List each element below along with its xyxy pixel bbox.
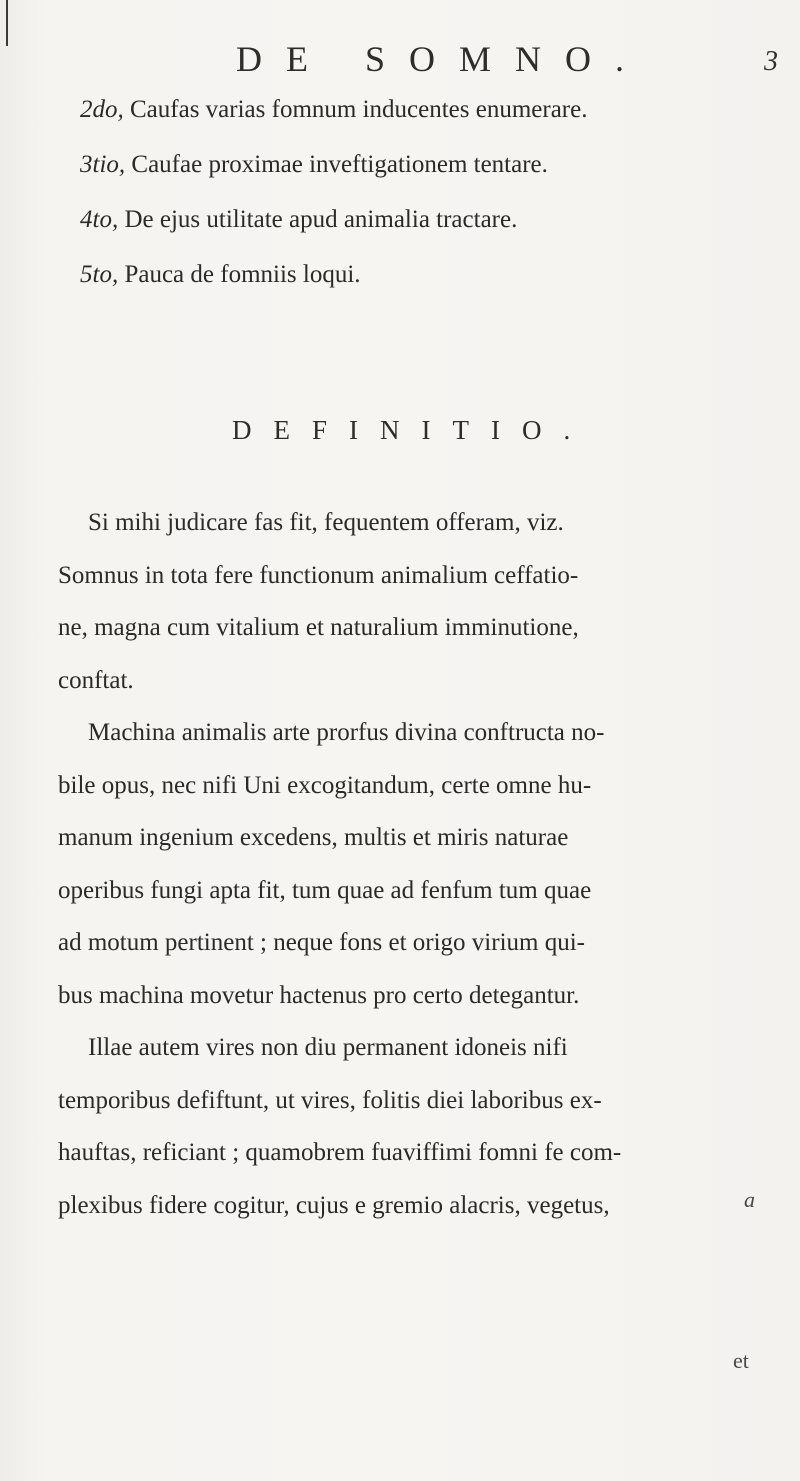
text-line: ne, magna cum vitalium et naturalium imminutione, (58, 614, 579, 641)
text-line: conftat. (58, 666, 134, 694)
item-ordinal: 2do, (80, 96, 124, 123)
text-line: Illae autem vires non diu permanent idoneis nifi (88, 1034, 568, 1061)
text-line: hauftas, reficiant ; quamobrem fuaviffimi fomni fe com- (58, 1139, 622, 1166)
section-heading: DEFINITIO. (232, 415, 593, 445)
text-line: operibus fungi apta fit, tum quae ad fenfum tum quae (58, 876, 592, 904)
item-text: De ejus utilitate apud animalia tractare. (118, 206, 518, 233)
item-text: Pauca de fomniis loqui. (118, 261, 361, 288)
item-text: Caufas varias fomnum inducentes enumerare. (123, 96, 588, 123)
item-ordinal: 3tio, (80, 151, 126, 178)
text-line: Somnus in tota fere functionum animalium ceffatio- (58, 561, 579, 589)
list-item (80, 247, 780, 302)
text-line: manum ingenium excedens, multis et miris naturae (58, 824, 569, 851)
item-ordinal: 4to, (80, 206, 119, 233)
catchword: et (733, 1348, 749, 1373)
list-item (80, 82, 780, 137)
list-item (80, 192, 780, 247)
text-line: bile opus, nec nifi Uni excogitandum, certe omne hu- (58, 771, 592, 799)
text-line: temporibus defiftunt, ut vires, folitis diei laboribus ex- (58, 1086, 602, 1114)
item-ordinal: 5to, (80, 261, 119, 288)
page-number: 3 (764, 46, 778, 77)
text-line: ad motum pertinent ; neque fons et origo virium qui- (58, 929, 585, 956)
list-item (80, 137, 780, 192)
page-edge-line (6, 0, 8, 46)
running-head: DE SOMNO. (236, 39, 649, 79)
body-text (58, 497, 772, 1232)
objectives-list (80, 82, 780, 302)
text-line: bus machina movetur hactenus pro certo detegantur. (58, 981, 580, 1009)
text-line: Machina animalis arte prorfus divina conftructa no- (88, 719, 605, 746)
text-line: plexibus fidere cogitur, cujus e gremio alacris, vegetus, (58, 1191, 610, 1219)
margin-mark: a (744, 1187, 755, 1212)
text-line: Si mihi judicare fas fit, fequentem offeram, viz. (88, 509, 564, 536)
item-text: Caufae proximae inveftigationem tentare. (125, 151, 548, 178)
